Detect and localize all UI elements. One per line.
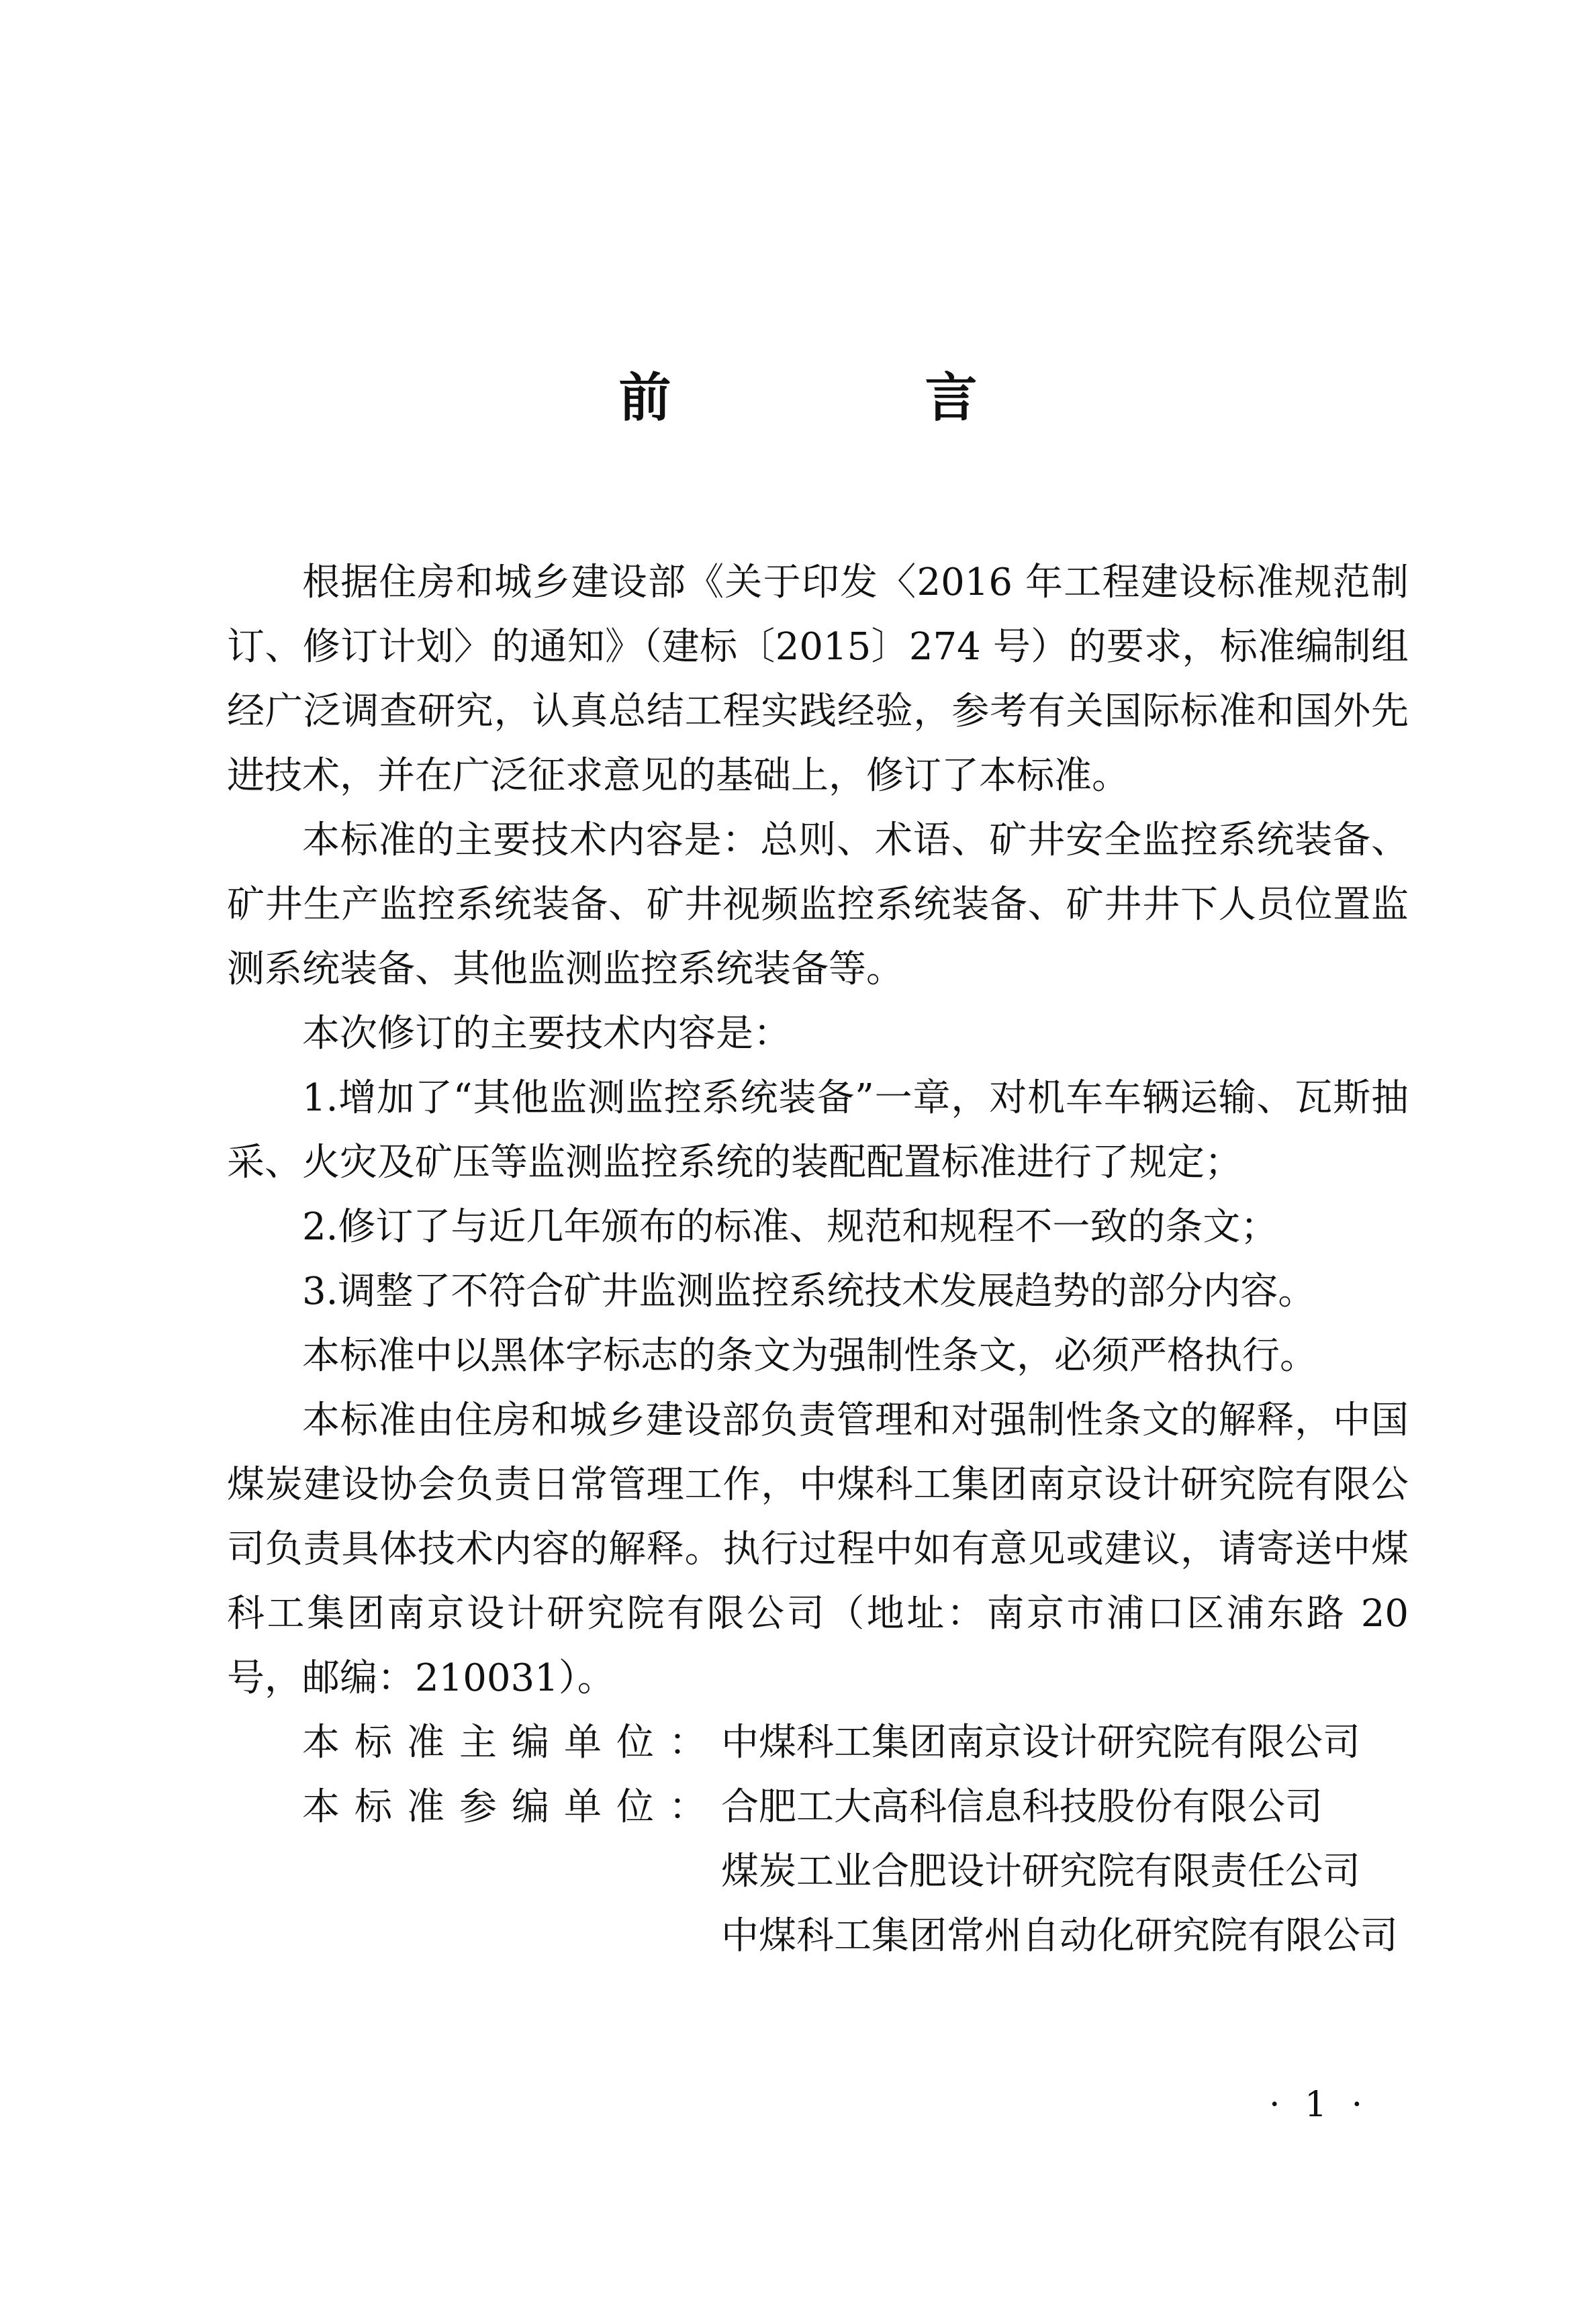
participant-unit-name: 合肥工大高科信息科技股份有限公司 bbox=[721, 1785, 1323, 1829]
paragraph: 2.修订了与近几年颁布的标准、规范和规程不一致的条文； bbox=[302, 1205, 1278, 1249]
participant-unit-names bbox=[721, 1775, 1409, 1969]
preface-body bbox=[227, 551, 1409, 1969]
paragraph: 本标准的主要技术内容是：总则、术语、矿井安全监控系统装备、矿井生产监控系统装备、矿井视频监控系统装备、矿井井下人员位置监测系统装备、其他监测监控系统装备等。 bbox=[227, 818, 1409, 991]
paragraph: 本次修订的主要技术内容是： bbox=[302, 1012, 791, 1055]
participant-unit-row bbox=[227, 1775, 1409, 1969]
paragraph: 本标准中以黑体字标志的条文为强制性条文，必须严格执行。 bbox=[302, 1334, 1317, 1378]
participant-unit-name: 中煤科工集团常州自动化研究院有限公司 bbox=[721, 1914, 1398, 1958]
paragraph: 本标准由住房和城乡建设部负责管理和对强制性条文的解释，中国煤炭建设协会负责日常管理工作，中煤科工集团南京设计研究院有限公司负责具体技术内容的解释。执行过程中如有意见或建议，请寄送中煤科工集团南京设计研究院有限公司（地址：南京市浦口区浦东路 20 号，邮编：210031）。 bbox=[227, 1399, 1409, 1700]
chief-unit-row bbox=[227, 1711, 1409, 1775]
page-number: · 1 · bbox=[1269, 2085, 1370, 2125]
participant-unit-label: 本标准参编单位： bbox=[302, 1785, 721, 1829]
page-title: 前 言 bbox=[618, 368, 1078, 428]
chief-unit-label: 本标准主编单位： bbox=[302, 1721, 721, 1764]
paragraph: 根据住房和城乡建设部《关于印发〈2016 年工程建设标准规范制订、修订计划〉的通知》（建标〔2015〕274 号）的要求，标准编制组经广泛调查研究，认真总结工程实践经验，参考有关国际标准和国外先进技术，并在广泛征求意见的基础上，修订了本标准。 bbox=[227, 561, 1409, 798]
participant-unit-name: 煤炭工业合肥设计研究院有限责任公司 bbox=[721, 1850, 1360, 1893]
paragraph: 3.调整了不符合矿井监测监控系统技术发展趋势的部分内容。 bbox=[302, 1270, 1316, 1313]
paragraph: 1.增加了“其他监测监控系统装备”一章，对机车车辆运输、瓦斯抽采、火灾及矿压等监测监控系统的装配配置标准进行了规定； bbox=[227, 1076, 1409, 1184]
chief-unit-name: 中煤科工集团南京设计研究院有限公司 bbox=[721, 1721, 1360, 1764]
editing-units bbox=[227, 1711, 1409, 1969]
